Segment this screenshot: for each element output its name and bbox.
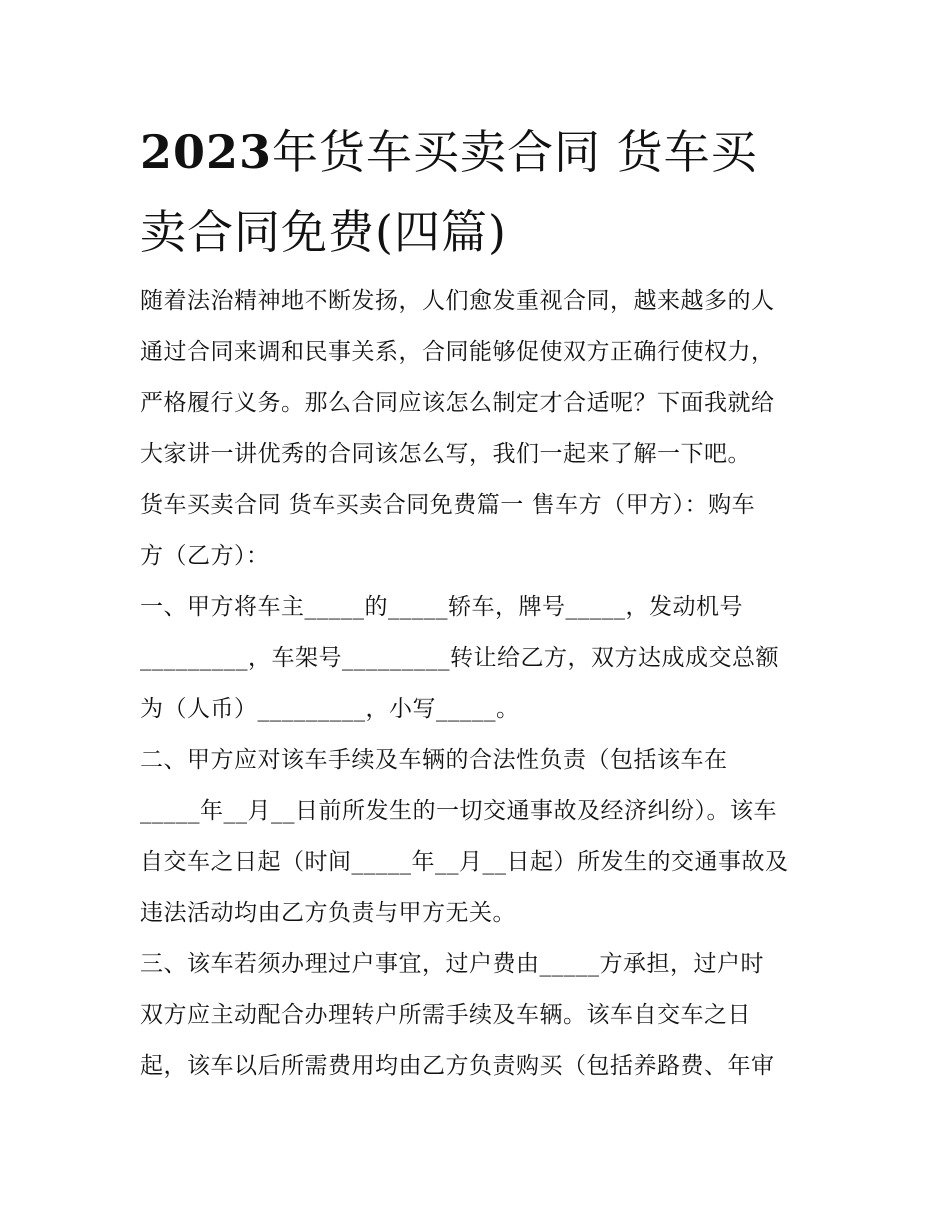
title-line2: 卖合同免费(四篇) [140,205,507,259]
title-line1: 年货车买卖合同 货车买 [272,125,758,179]
text-line: 为（人币）_________，小写_____。 [140,696,520,722]
text-line: _____年__月__日前所发生的一切交通事故及经济纠纷）。该车 [140,798,777,824]
clause-2 [140,735,820,939]
text-line: 随着法治精神地不断发扬，人们愈发重视合同，越来越多的人 [140,288,775,314]
text-line: 通过合同来调和民事关系，合同能够促使双方正确行使权力， [140,339,775,365]
text-line: 违法活动均由乙方负责与甲方无关。 [140,900,516,926]
contract-header-paragraph [140,480,820,582]
intro-paragraph [140,276,820,480]
text-line: 自交车之日起（时间_____年__月__日起）所发生的交通事故及 [140,849,789,875]
text-line: 货车买卖合同 货车买卖合同免费篇一 售车方（甲方）：购车 [140,492,756,518]
text-line: 严格履行义务。那么合同应该怎么制定才合适呢？下面我就给 [140,390,775,416]
text-line: 方（乙方）： [140,543,270,569]
document-body [140,276,820,1092]
clause-3 [140,939,820,1092]
document-title [140,112,820,272]
text-line: _________，车架号_________转让给乙方，双方达成成交总额 [140,645,779,671]
clause-1 [140,582,820,735]
text-line: 大家讲一讲优秀的合同该怎么写，我们一起来了解一下吧。 [140,441,751,467]
text-line: 起，该车以后所需费用均由乙方负责购买（包括养路费、年审 [140,1053,775,1079]
text-line: 二、甲方应对该车手续及车辆的合法性负责（包括该车在 [140,747,728,773]
title-year: 2023 [140,125,273,179]
text-line: 一、甲方将车主_____的_____轿车，牌号_____，发动机号 [140,594,743,620]
text-line: 三、该车若须办理过户事宜，过户费由_____方承担，过户时 [140,951,764,977]
text-line: 双方应主动配合办理转户所需手续及车辆。该车自交车之日 [140,1002,751,1028]
